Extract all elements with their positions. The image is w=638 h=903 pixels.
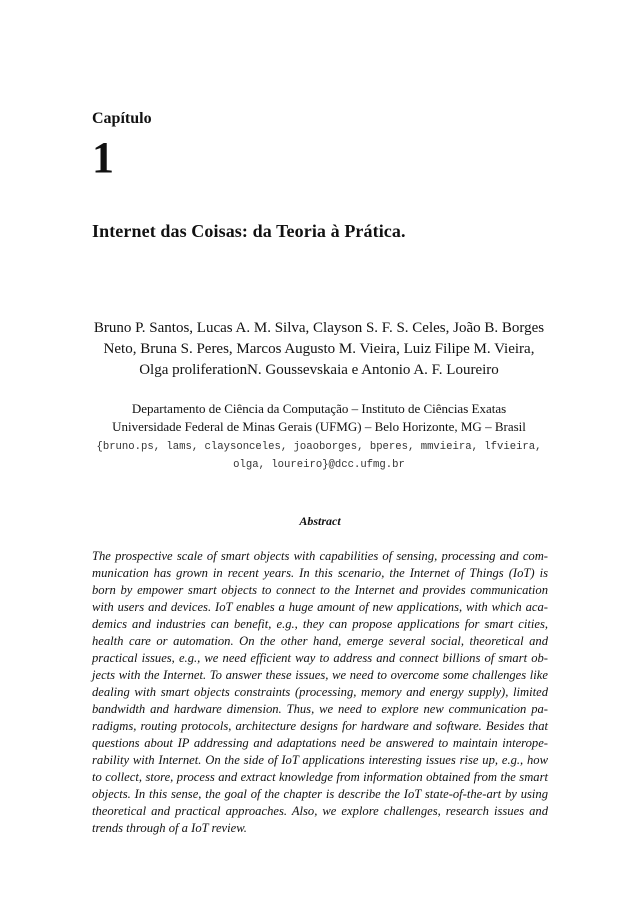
abstract-line: with users and devices. IoT enables a huge amount of new applications, with which aca- [92,600,548,614]
abstract-line: practical issues, e.g., we need efficient way to address and connect billions of smart ob- [92,651,548,665]
chapter-title: Internet das Coisas: da Teoria à Prática. [92,221,406,241]
abstract-line: born by empower smart objects to connect to the Internet and provides communication [92,583,548,597]
author-emails [80,438,558,474]
abstract-line: to collect, store, process and extract knowledge from information obtained from the smart [92,770,548,784]
abstract-line: dealing with smart objects constraints (processing, memory and energy supply), limited [92,685,548,699]
abstract-line: radigms, routing protocols, architecture designs for hardware and software. Besides that [92,719,548,733]
author-line: Neto, Bruna S. Peres, Marcos Augusto M. Vieira, Luiz Filipe M. Vieira, [103,341,535,357]
abstract-line: rability with Internet. On the side of IoT applications interesting issues rise up, e.g., how [92,753,548,767]
author-list [80,318,558,381]
abstract-line: bandwidth and hardware dimension. Thus, we need to explore new communication pa- [92,702,548,716]
affiliation [80,400,558,436]
abstract-line: health care or automation. On the other hand, emerge several social, theoretical and [92,634,548,648]
chapter-number: 1 [92,133,114,182]
abstract-line: trends through of a IoT review. [92,821,247,835]
abstract-line: The prospective scale of smart objects with capabilities of sensing, processing and com- [92,549,548,563]
affiliation-line: Departamento de Ciência da Computação – Instituto de Ciências Exatas [131,401,507,416]
email-line: olga, loureiro}@dcc.ufmg.br [233,459,405,471]
abstract-line: questions about IP addressing and adaptations need be answered to maintain interope- [92,736,548,750]
abstract-line: demics and industries can benefit, e.g., they can propose applications for smart cities, [92,617,548,631]
author-line: Bruno P. Santos, Lucas A. M. Silva, Clayson S. F. S. Celes, João B. Borges [93,320,545,336]
abstract-line: theoretical and practical approaches. Also, we explore challenges, research issues and [92,804,548,818]
abstract-line: jects with the Internet. To answer these issues, we need to overcome some challenges like [92,668,548,682]
abstract-line: objects. In this sense, the goal of the chapter is describe the IoT state-of-the-art by using [92,787,548,801]
email-line: {bruno.ps, lams, claysonceles, joaoborges, bperes, mmvieira, lfvieira, [96,441,542,453]
abstract-body [92,548,548,837]
abstract-line: munication has grown in recent years. In this scenario, the Internet of Things (IoT) is [92,566,548,580]
chapter-label: Capítulo [92,110,152,127]
affiliation-line: Universidade Federal de Minas Gerais (UFMG) – Belo Horizonte, MG – Brasil [112,419,526,434]
abstract-heading: Abstract [299,514,341,528]
author-line: Olga proliferationN. Goussevskaia e Antonio A. F. Loureiro [139,362,499,378]
